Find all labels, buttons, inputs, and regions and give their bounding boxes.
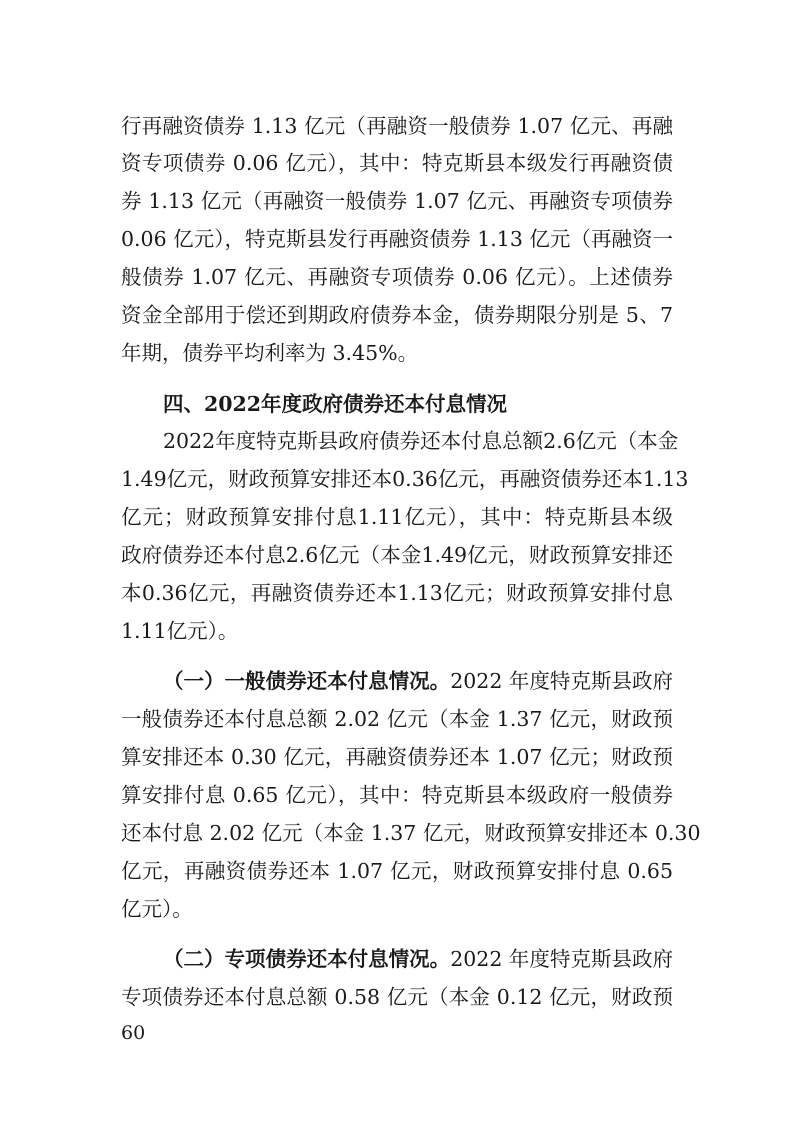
body-text-line: 亿元）。 xyxy=(121,897,193,921)
body-text-line: 本0.36亿元，再融资债券还本1.13亿元；财政预算安排付息 xyxy=(121,581,673,605)
body-text-line: 还本付息 2.02 亿元（本金 1.37 亿元，财政预算安排还本 0.30 xyxy=(121,821,701,845)
body-text-line: 亿元；财政预算安排付息1.11亿元），其中：特克斯县本级 xyxy=(121,505,673,529)
body-text-line: 政府债券还本付息2.6亿元（本金1.49亿元，财政预算安排还 xyxy=(121,543,673,567)
body-text-line: 0.06 亿元），特克斯县发行再融资债券 1.13 亿元（再融资一 xyxy=(121,227,673,251)
body-text-line: 专项债券还本付息总额 0.58 亿元（本金 0.12 亿元，财政预 xyxy=(121,985,673,1009)
body-text-line: 算安排还本 0.30 亿元，再融资债券还本 1.07 亿元；财政预 xyxy=(121,745,673,769)
body-text-line: 般债券 1.07 亿元、再融资专项债券 0.06 亿元）。上述债券 xyxy=(121,265,673,289)
body-text-line: 年期，债券平均利率为 3.45%。 xyxy=(121,341,419,365)
section-heading: 四、2022年度政府债券还本付息情况 xyxy=(163,392,508,416)
subsection-heading: （一）一般债券还本付息情况。 xyxy=(163,669,451,693)
body-text-line: 1.11亿元）。 xyxy=(121,619,239,643)
body-text-line: 2022年度特克斯县政府债券还本付息总额2.6亿元（本金 xyxy=(163,429,679,453)
body-text-line: 一般债券还本付息总额 2.02 亿元（本金 1.37 亿元，财政预 xyxy=(121,707,673,731)
body-text-line: 1.49亿元，财政预算安排还本0.36亿元，再融资债券还本1.13 xyxy=(121,467,689,491)
subsection-first-line xyxy=(163,668,673,694)
body-text-line: 亿元，再融资债券还本 1.07 亿元，财政预算安排付息 0.65 xyxy=(121,859,673,883)
body-text-line: 资金全部用于偿还到期政府债券本金，债券期限分别是 5、7 xyxy=(121,303,673,327)
body-text-line: 券 1.13 亿元（再融资一般债券 1.07 亿元、再融资专项债券 xyxy=(121,189,673,213)
subsection-heading: （二）专项债券还本付息情况。 xyxy=(163,947,451,971)
body-text-line: 算安排付息 0.65 亿元），其中：特克斯县本级政府一般债券 xyxy=(121,783,673,807)
page-number: 60 xyxy=(121,1022,146,1044)
body-text: 2022 年度特克斯县政府 xyxy=(450,947,674,971)
subsection-first-line xyxy=(163,946,673,972)
body-text-line: 资专项债券 0.06 亿元），其中：特克斯县本级发行再融资债 xyxy=(121,151,673,175)
body-text-line: 行再融资债券 1.13 亿元（再融资一般债券 1.07 亿元、再融 xyxy=(121,114,673,138)
body-text: 2022 年度特克斯县政府 xyxy=(450,669,674,693)
